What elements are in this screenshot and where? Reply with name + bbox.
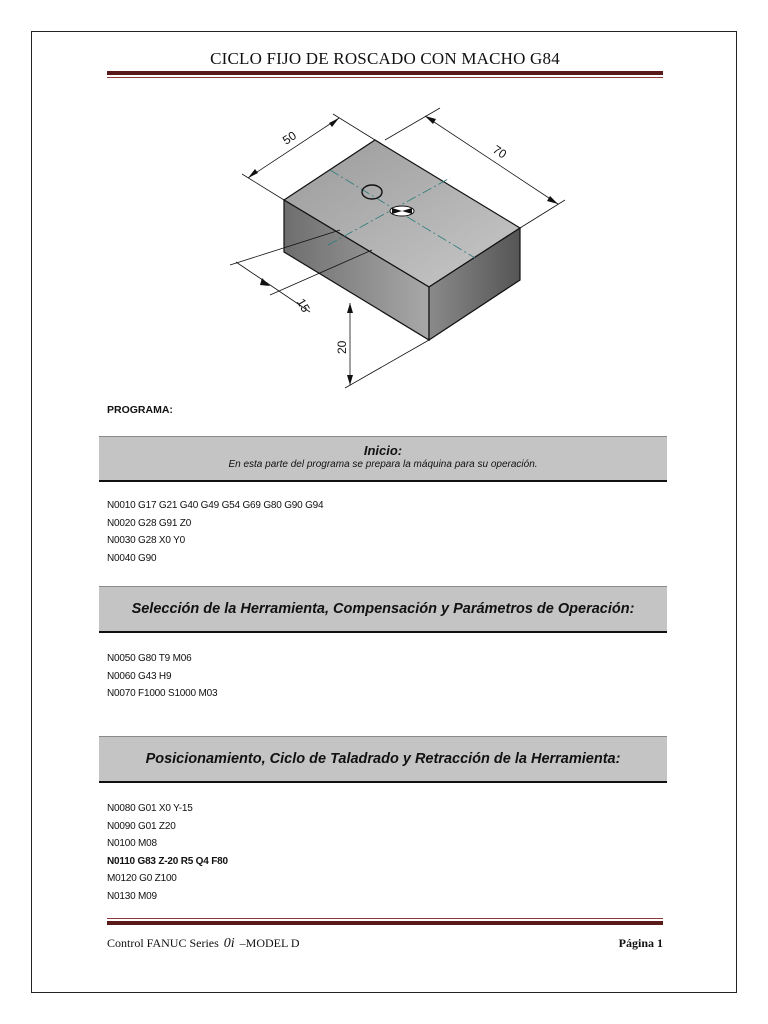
footer-rule (107, 921, 663, 925)
code-line: N0080 G01 X0 Y-15 (107, 803, 193, 814)
footer-suffix: –MODEL D (239, 936, 300, 950)
section-header-herramienta (99, 586, 667, 633)
code-line: M0120 G0 Z100 (107, 873, 177, 884)
section-subtitle: En esta parte del programa se prepara la máquina para su operación. (228, 459, 538, 470)
code-line: N0070 F1000 S1000 M03 (107, 688, 218, 699)
dim-label-15: 15 (293, 296, 313, 315)
code-line-highlight: N0110 G83 Z-20 R5 Q4 F80 (107, 855, 228, 867)
code-line: N0040 G90 (107, 552, 157, 564)
program-label: PROGRAMA: (107, 404, 173, 416)
code-line: N0090 G01 Z20 (107, 820, 176, 832)
code-block-2 (107, 650, 217, 703)
footer-rule-thin (107, 918, 663, 919)
header-rule-thin (107, 77, 663, 78)
dim-label-70: 70 (490, 142, 510, 162)
code-block-3 (107, 800, 228, 905)
code-line: N0050 G80 T9 M06 (107, 653, 192, 664)
code-line: N0010 G17 G21 G40 G49 G54 G69 G80 G90 G94 (107, 500, 324, 511)
section-title: Selección de la Herramienta, Compensación y Parámetros de Operación: (131, 601, 635, 617)
section-title: Inicio: (363, 443, 403, 458)
code-line: N0130 M09 (107, 890, 157, 902)
origin-marker-icon (390, 206, 414, 216)
footer-model: 0i (223, 936, 235, 951)
section-header-posicionamiento (99, 736, 667, 783)
footer-product (107, 936, 300, 952)
footer-prefix: Control FANUC Series (107, 936, 219, 950)
part-drawing (200, 100, 580, 400)
code-line: N0060 G43 H9 (107, 670, 172, 682)
header-rule (107, 71, 663, 75)
code-line: N0100 M08 (107, 838, 157, 849)
code-block-1 (107, 497, 323, 567)
dim-label-50: 50 (280, 128, 299, 148)
section-header-inicio (99, 436, 667, 482)
code-line: N0020 G28 G91 Z0 (107, 517, 192, 529)
dim-label-20: 20 (335, 340, 349, 354)
page-number: Página 1 (618, 936, 663, 950)
section-title: Posicionamiento, Ciclo de Taladrado y Retracción de la Herramienta: (145, 751, 621, 767)
code-line: N0030 G28 X0 Y0 (107, 535, 185, 546)
page-title: CICLO FIJO DE ROSCADO CON MACHO G84 (210, 49, 560, 68)
